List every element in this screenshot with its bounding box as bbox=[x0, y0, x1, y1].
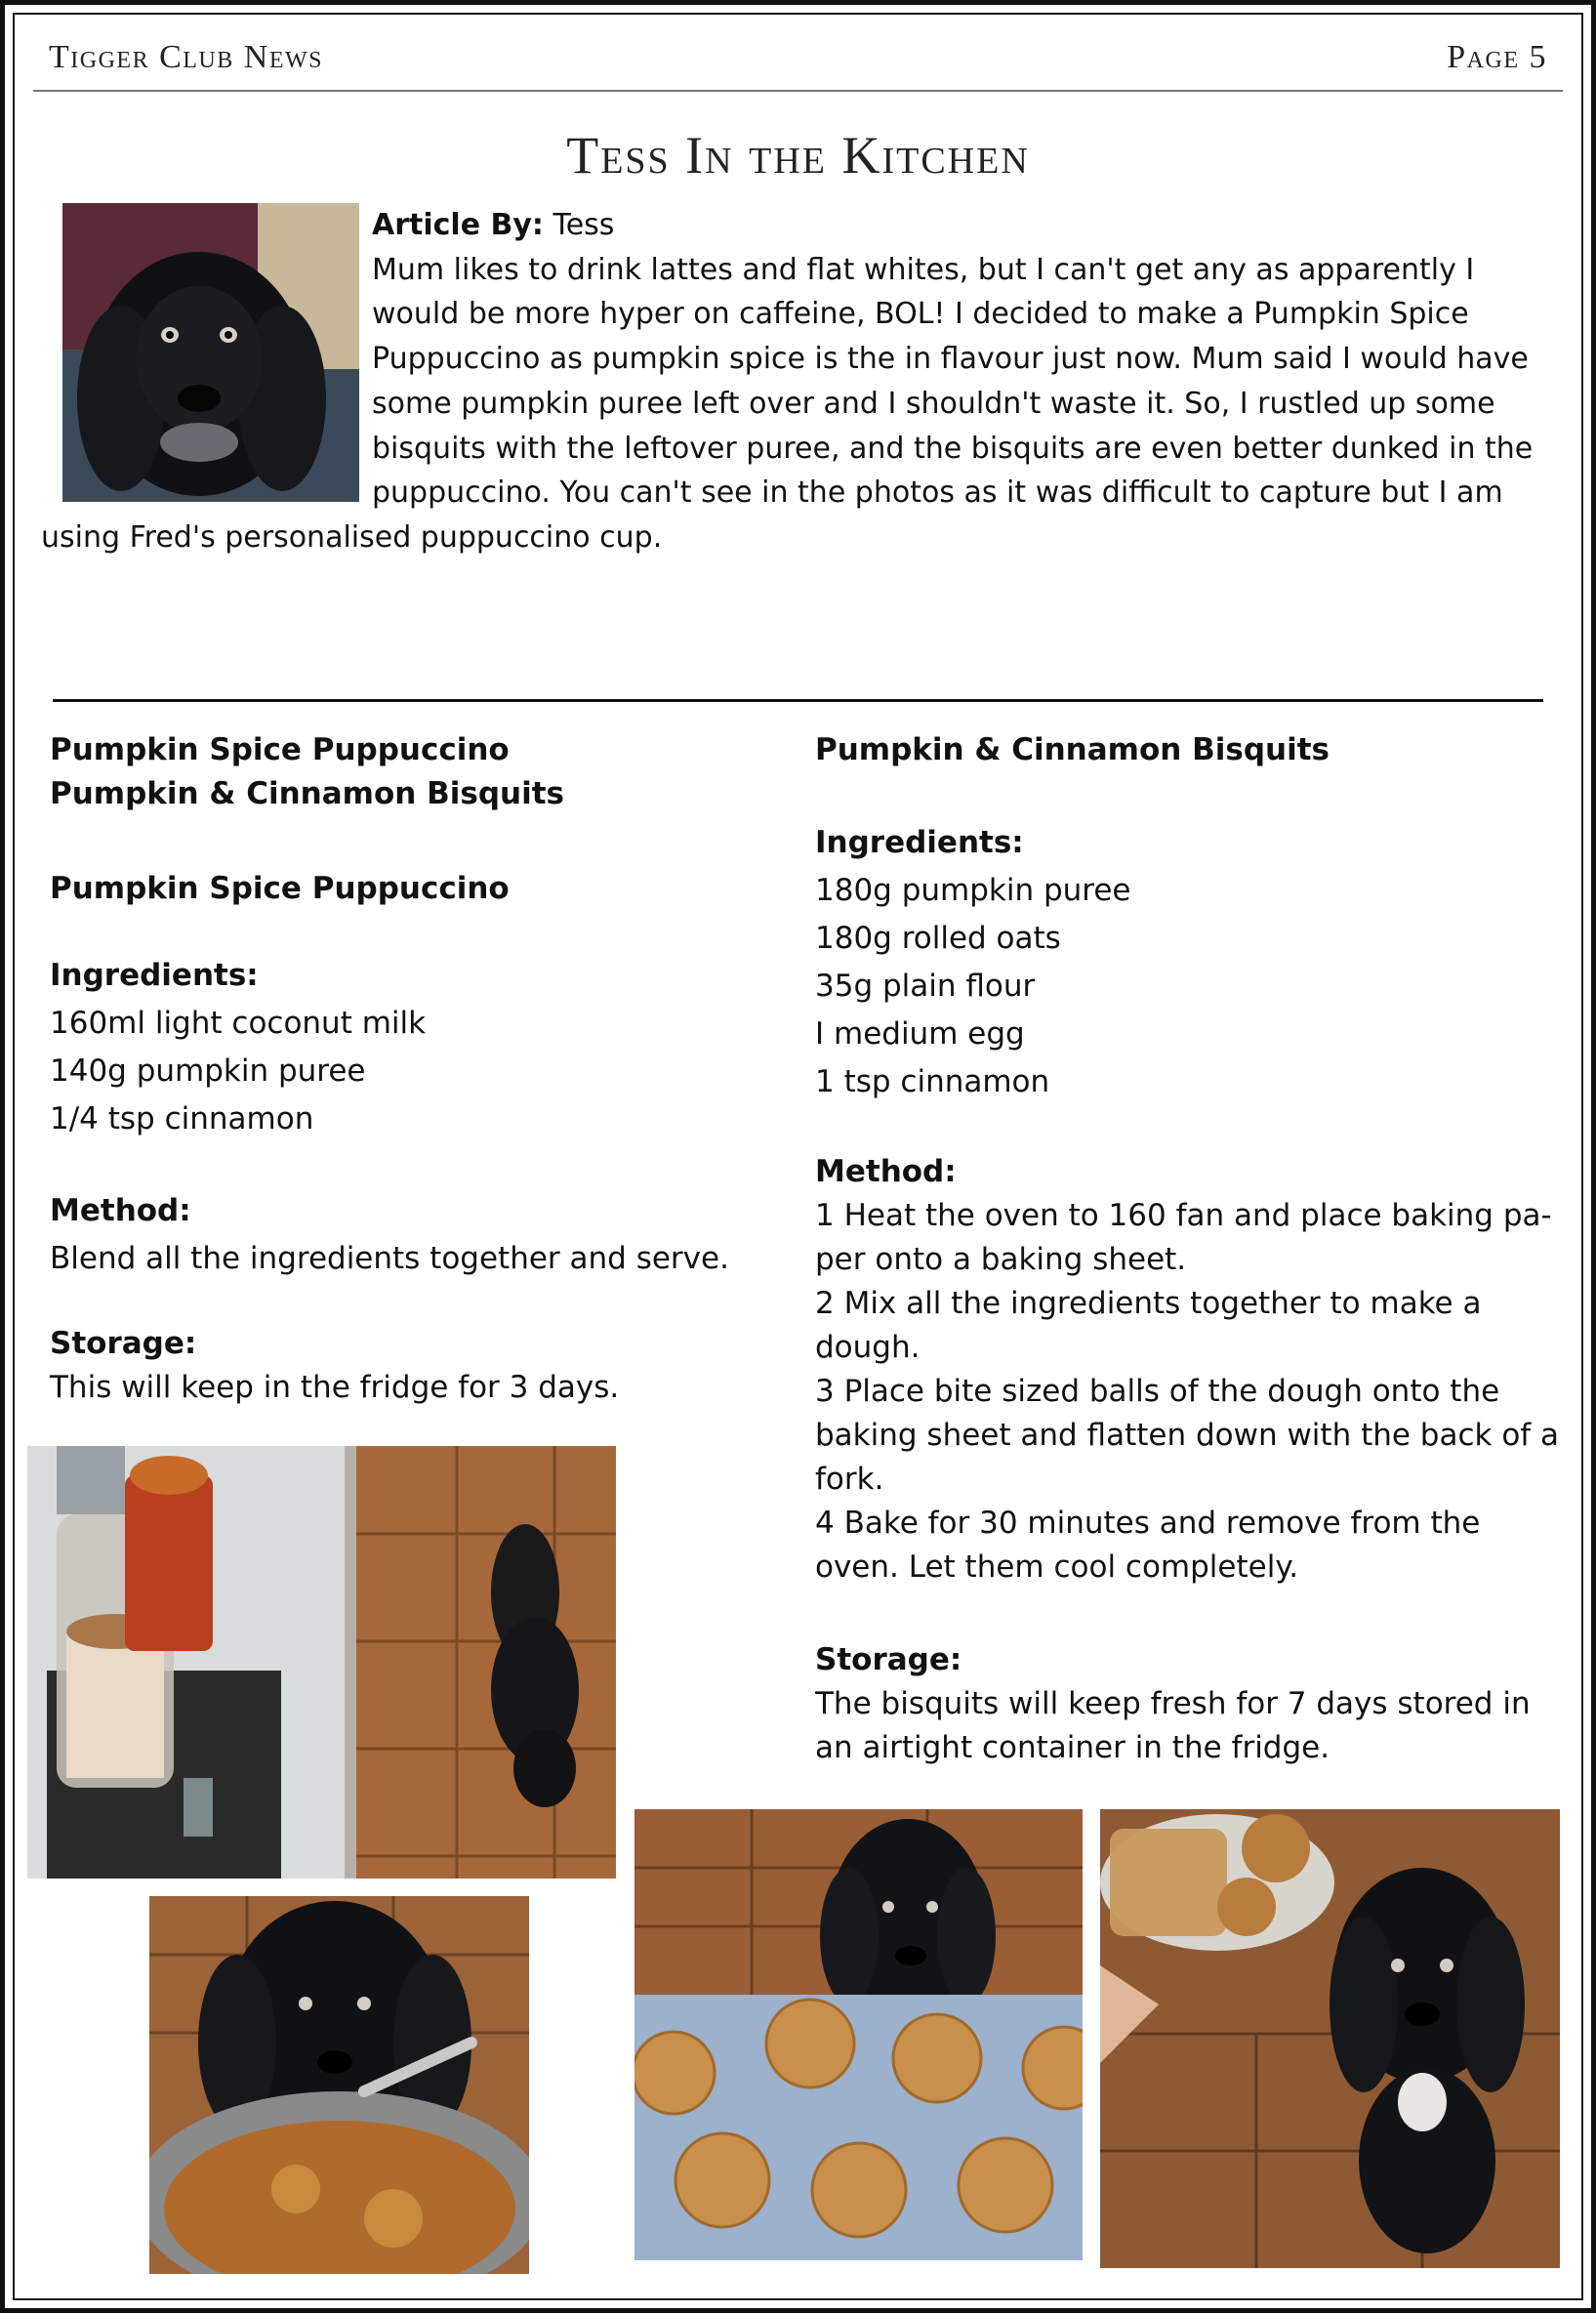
ingredient-item: I medium egg bbox=[815, 1016, 1025, 1052]
puppuccino-and-dog-image bbox=[1100, 1809, 1560, 2268]
bisquits-method-label: Method: bbox=[815, 1154, 957, 1189]
puppuccino-ingredients-label: Ingredients: bbox=[50, 958, 259, 993]
article-body: Mum likes to drink lattes and flat whites, but I can't get any as apparently I would be more hyper on caffeine, BOL! I decided to make a Pumpkin Spice Puppuccino as pumpkin spice is the in flavour just now. Mum said I would have some pumpkin puree left over and I shouldn't waste it. So, I rustled up some bisquits with the leftover puree, and the bisquits are even better dunked in the puppuccino. You can't see in the photos as it was difficult to capture but I am using Fred's personalised puppuccino cup. bbox=[41, 252, 1534, 555]
puppuccino-method: Blend all the ingredients together and serve. bbox=[50, 1241, 729, 1276]
recipes-heading-2: Pumpkin & Cinnamon Bisquits bbox=[50, 776, 564, 811]
bisquits-storage-label: Storage: bbox=[815, 1642, 962, 1677]
recipes-heading-1: Pumpkin Spice Puppuccino bbox=[50, 732, 510, 767]
serving-photo bbox=[1100, 1809, 1560, 2268]
ingredient-item: 160ml light coconut milk bbox=[50, 1006, 427, 1041]
left-recipe-column bbox=[50, 728, 753, 1410]
newsletter-name: Tigger Club News bbox=[49, 39, 323, 75]
dog-portrait-image bbox=[62, 203, 359, 502]
article-intro bbox=[41, 203, 1552, 560]
storage-line: an airtight container in the fridge. bbox=[815, 1730, 1330, 1765]
puppuccino-storage-label: Storage: bbox=[50, 1326, 197, 1361]
method-line: 2 Mix all the ingredients together to make a bbox=[815, 1286, 1482, 1321]
method-line: oven. Let them cool completely. bbox=[815, 1549, 1299, 1585]
mixing-bowl-photo bbox=[149, 1896, 529, 2274]
puppuccino-title: Pumpkin Spice Puppuccino bbox=[50, 871, 510, 906]
blender-and-dog-image bbox=[27, 1446, 616, 1879]
bisquits-title: Pumpkin & Cinnamon Bisquits bbox=[815, 732, 1330, 767]
byline-label: Article By: bbox=[372, 208, 544, 242]
page-header bbox=[33, 39, 1563, 92]
kitchen-photo bbox=[27, 1446, 616, 1879]
author-photo bbox=[62, 203, 359, 502]
baking-tray-photo bbox=[634, 1809, 1083, 2260]
byline-name: Tess bbox=[552, 208, 615, 242]
method-line: per onto a baking sheet. bbox=[815, 1242, 1187, 1277]
ingredient-item: 35g plain flour bbox=[815, 969, 1036, 1004]
page-number: Page 5 bbox=[1447, 39, 1547, 75]
ingredient-item: 180g rolled oats bbox=[815, 921, 1061, 956]
article-title: Tess In the Kitchen bbox=[566, 126, 1030, 185]
puppuccino-storage: This will keep in the fridge for 3 days. bbox=[50, 1370, 620, 1405]
dog-and-bowl-image bbox=[149, 1896, 529, 2274]
method-line: 3 Place bite sized balls of the dough onto the bbox=[815, 1374, 1500, 1409]
ingredient-item: 140g pumpkin puree bbox=[50, 1053, 366, 1089]
ingredient-item: 1 tsp cinnamon bbox=[815, 1064, 1050, 1099]
ingredient-item: 180g pumpkin puree bbox=[815, 873, 1131, 908]
method-line: dough. bbox=[815, 1330, 921, 1365]
section-divider bbox=[53, 699, 1543, 702]
puppuccino-method-label: Method: bbox=[50, 1193, 191, 1228]
ingredient-item: 1/4 tsp cinnamon bbox=[50, 1101, 314, 1136]
right-recipe-column bbox=[815, 728, 1560, 1770]
bisquits-ingredients-label: Ingredients: bbox=[815, 825, 1024, 860]
method-line: 4 Bake for 30 minutes and remove from the bbox=[815, 1506, 1481, 1541]
method-line: fork. bbox=[815, 1462, 884, 1497]
method-line: 1 Heat the oven to 160 fan and place baking pa- bbox=[815, 1198, 1552, 1233]
storage-line: The bisquits will keep fresh for 7 days stored in bbox=[815, 1686, 1531, 1721]
method-line: baking sheet and flatten down with the back of a bbox=[815, 1418, 1560, 1453]
dog-and-bisquits-image bbox=[634, 1809, 1083, 2260]
